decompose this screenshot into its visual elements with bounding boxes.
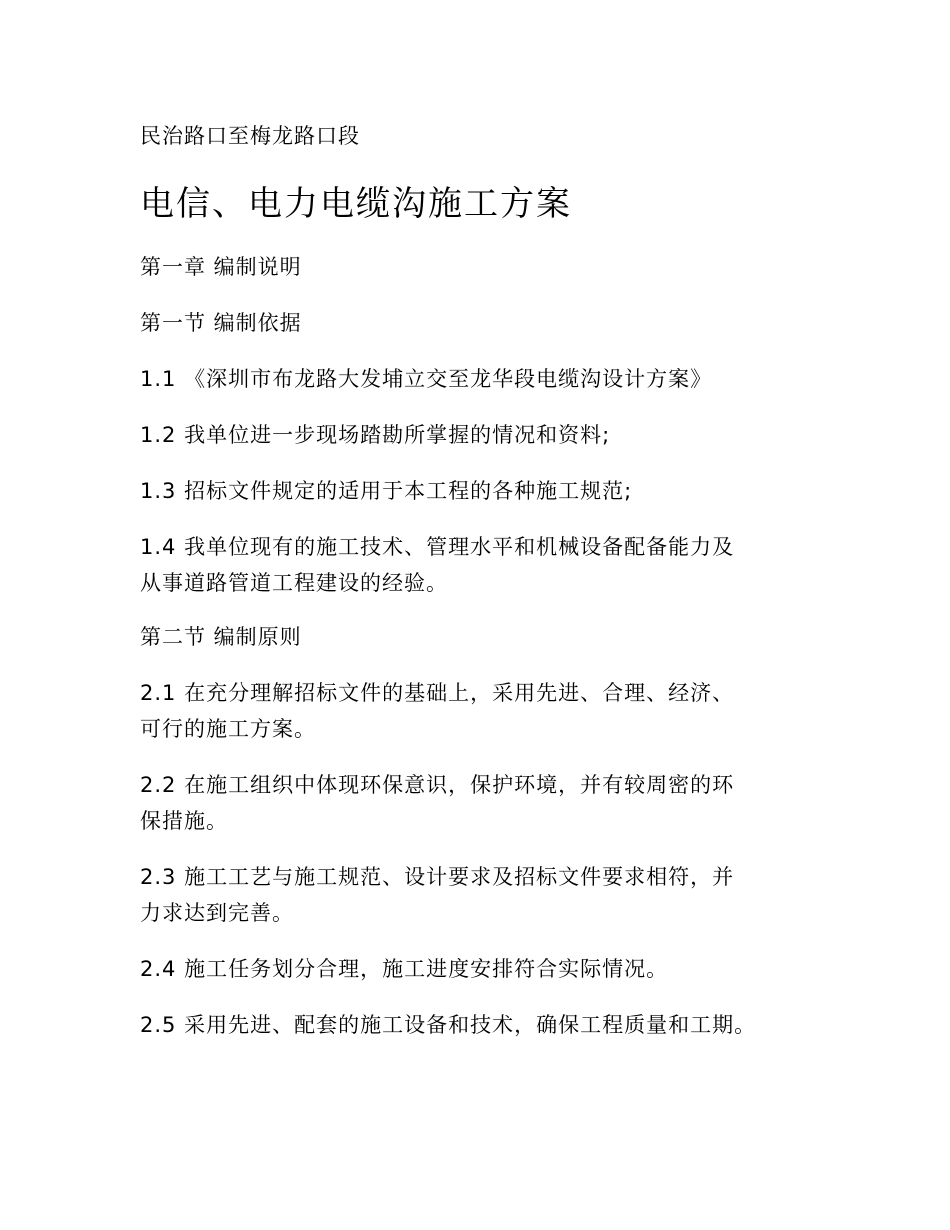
- item-1-3: 1.3 招标文件规定的适用于本工程的各种施工规范;: [140, 479, 633, 503]
- item-2-2-line-1: 2.2 在施工组织中体现环保意识，保护环境，并有较周密的环: [140, 773, 735, 797]
- item-2-3-line-1: 2.3 施工工艺与施工规范、设计要求及招标文件要求相符，并: [140, 865, 735, 889]
- section-heading-2: 第二节 编制原则: [140, 625, 302, 649]
- section-heading-1: 第一节 编制依据: [140, 311, 302, 335]
- item-1-4-line-2: 从事道路管道工程建设的经验。: [140, 571, 448, 595]
- item-2-4: 2.4 施工任务划分合理，施工进度安排符合实际情况。: [140, 957, 669, 981]
- document-title: 电信、电力电缆沟施工方案: [140, 184, 572, 224]
- item-2-2-line-2: 保措施。: [140, 809, 228, 833]
- item-2-5: 2.5 采用先进、配套的施工设备和技术，确保工程质量和工期。: [140, 1013, 757, 1037]
- item-2-3-line-2: 力求达到完善。: [140, 901, 294, 925]
- item-1-4-line-1: 1.4 我单位现有的施工技术、管理水平和机械设备配备能力及: [140, 535, 735, 559]
- item-1-1: 1.1 《深圳市布龙路大发埔立交至龙华段电缆沟设计方案》: [140, 367, 713, 391]
- item-2-1-line-1: 2.1 在充分理解招标文件的基础上，采用先进、合理、经济、: [140, 681, 735, 705]
- chapter-heading: 第一章 编制说明: [140, 255, 302, 279]
- item-1-2: 1.2 我单位进一步现场踏勘所掌握的情况和资料;: [140, 423, 611, 447]
- item-2-1-line-2: 可行的施工方案。: [140, 717, 316, 741]
- document-subtitle: 民治路口至梅龙路口段: [140, 124, 360, 148]
